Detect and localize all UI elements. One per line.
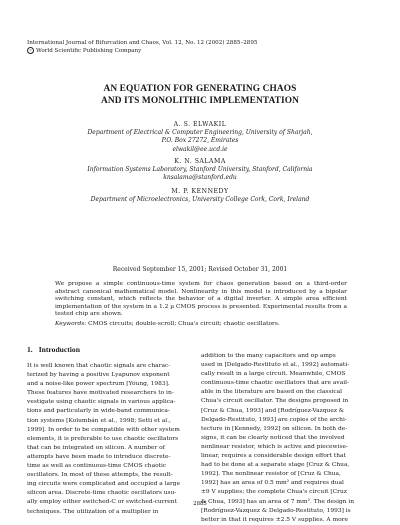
author-affiliation: Department of Electrical & Computer Engineering, University of Sharjah, [87,129,313,137]
author-name: A. S. ELWAKIL [173,121,227,128]
keywords [55,321,347,329]
text-line: cally result in a large circuit. Meanwhile, CMOS [201,371,346,378]
text-line: It is well known that chaotic signals are charac- [27,363,171,369]
abstract: We propose a simple continuous-time system for chaos generation based on a third-order abstract canonical mathematical model. Nonlinearity in this model is introduced by a bipolar switching constant, which reflects the behavior of a digital inverter. A simple area efficient implementation of the system in a 1.2 µ CMOS process is presented. Experimental results from a tested chip are shown. [55,281,347,318]
author-block-2 [0,158,400,183]
author-affiliation: Department of Microelectronics, University College Cork, Cork, Ireland [90,196,310,204]
text-line: ing circuits were complicated and occupied a large [27,481,181,488]
author-block-1 [0,121,400,154]
title-line-1: AN EQUATION FOR GENERATING CHAOS [103,84,297,94]
text-line: tions and particularly in wide-band communica- [27,408,170,415]
author-affiliation: P.O. Box 27272, Emirates [161,137,239,145]
text-line: techniques. The utilization of a multiplier in [27,508,159,515]
text-line: vestigate using chaotic signals in various applica- [27,399,176,406]
left-column [27,362,193,517]
text-line: attempts have been made to introduce discrete- [27,453,171,460]
text-line: had to be done at a separate stage [Cruz & Chua, [201,462,350,469]
text-line: & Chua, 1993] has an area of 7 mm². The design in [201,498,355,505]
copyright-icon: c [27,47,34,54]
text-line: better in that it requires ±2.5 V supplies. A more [201,516,348,523]
text-line: [Cruz & Chua, 1993] and [Rodríguez-Vazquez & [201,407,345,414]
text-line: 1992] has an area of 0.5 mm² and requires dual [201,480,344,487]
text-line: terized by having a positive Lyapunov exponent [27,372,170,379]
text-line: nonlinear resistor, which is active and piecewise- [201,443,348,450]
text-line: silicon area. Discrete-time chaotic oscillators usu- [27,490,177,497]
text-line: These features have motivated researchers to in- [27,390,174,397]
publisher-name: World Scientific Publishing Company [36,47,142,54]
author-block-3 [0,188,400,204]
text-line: continuous-time chaotic oscillators that are avail- [201,380,349,387]
text-line: 1999]. In order to be compatible with other system [27,426,180,433]
text-line: addition to the many capacitors and op amps [201,353,336,359]
author-email: knsalama@stanford.edu [163,174,237,182]
text-line: signs, it can be clearly noticed that the involved [201,434,345,441]
text-line: able in the literature are based on the classical [201,389,343,396]
author-affiliation: Information Systems Laboratory, Stanford University, Stanford, California [87,166,313,174]
received-dates: Received September 15, 2001; Revised October 31, 2001 [112,266,288,273]
text-line: ally employ either switched-C or switched-current [27,499,177,506]
text-line: tecture in [Kennedy, 1992] on silicon. In both de- [201,425,348,432]
text-line: [Rodríguez-Vazquez & Delgado-Restituto, 1993] is [201,507,351,514]
author-name: K. N. SALAMA [174,158,226,165]
journal-citation: International Journal of Bifurcation and Chaos, Vol. 12, No. 12 (2002) 2885–2895 [27,40,258,46]
section-heading [27,345,80,354]
running-head [27,40,257,54]
paper-title [0,83,400,107]
text-line: Chua's circuit oscillator. The designs proposed in [201,398,349,405]
text-line: ±9 V supplies; the complete Chua's circuit [Cruz [201,489,347,496]
author-email: elwakil@ee.ucd.ie [172,145,228,153]
keywords-text: CMOS circuits; double-scroll; Chua's circuit; chaotic oscillators. [88,321,280,327]
text-line: 1992]. The nonlinear resistor of [Cruz & Chua, [201,471,341,478]
text-line: tion systems [Kolumbán et al., 1998; Setti et al., [27,417,171,424]
page-number: 2885 [193,501,207,507]
text-line: elements, it is preferable to use chaotic oscillators [27,435,179,442]
right-column [201,352,374,525]
keywords-label: Keywords: [55,321,87,327]
text-line: Delgado-Restituto, 1993] are copies of the archi- [201,416,347,423]
text-line: time as well as continuous-time CMOS chaotic [27,463,167,470]
section-title: Introduction [38,345,80,354]
text-line: and a noise-like power spectrum [Young, 1983]. [27,381,170,388]
text-line: that can be integrated on silicon. A number of [27,444,165,451]
copyright-line [27,47,257,55]
text-line: oscillators. In most of these attempts, the result- [27,472,173,479]
text-line: linear, requires a considerable design effort that [201,453,346,460]
section-number: 1. [27,345,33,354]
title-line-2: AND ITS MONOLITHIC IMPLEMENTATION [100,96,300,106]
author-name: M. P. KENNEDY [171,188,229,195]
text-line: used in [Delgado-Restituto et al., 1992] automati- [201,362,350,369]
